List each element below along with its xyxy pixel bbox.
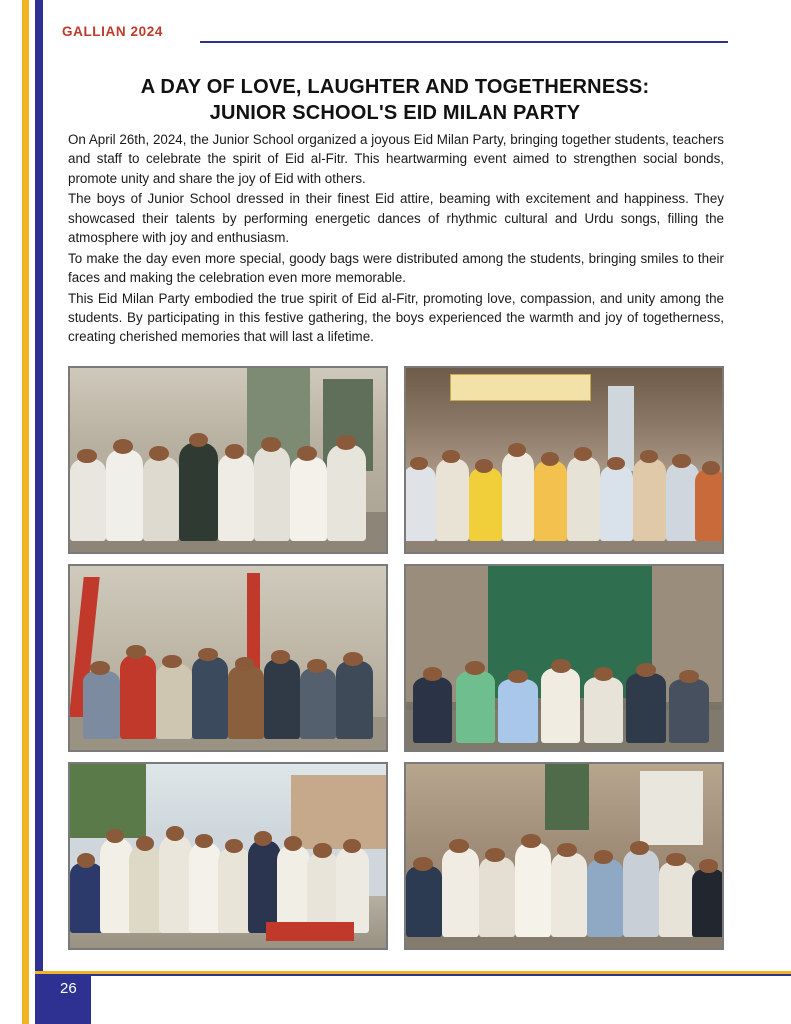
photo-gallery xyxy=(68,366,724,950)
photo-5 xyxy=(68,762,388,950)
photo-5-crowd xyxy=(70,812,386,933)
photo-1-crowd xyxy=(70,427,386,541)
paragraph-3: To make the day even more special, goody bags were distributed among the students, bringing smiles to their faces and making the celebration even more memorable. xyxy=(68,250,724,286)
photo-1 xyxy=(68,366,388,554)
photo-3 xyxy=(68,564,388,752)
footer-rule-navy xyxy=(35,974,791,976)
photo-5-red-marker xyxy=(266,922,354,940)
photo-5-image xyxy=(70,764,386,948)
photo-2-banner xyxy=(450,374,591,402)
photo-6 xyxy=(404,762,724,950)
photo-4-crowd xyxy=(406,640,722,743)
photo-2 xyxy=(404,366,724,554)
page-header xyxy=(62,24,728,50)
photo-4 xyxy=(404,564,724,752)
photo-3-crowd xyxy=(70,625,386,739)
photo-2-image xyxy=(406,368,722,552)
article-body xyxy=(68,130,724,348)
photo-6-image xyxy=(406,764,722,948)
photo-3-image xyxy=(70,566,386,750)
photo-6-door xyxy=(545,764,589,830)
page-number: 26 xyxy=(60,980,77,997)
running-head: GALLIAN 2024 xyxy=(62,24,163,39)
article-title-line-2: JUNIOR SCHOOL'S EID MILAN PARTY xyxy=(209,101,581,124)
photo-6-crowd xyxy=(406,823,722,937)
paragraph-2: The boys of Junior School dressed in their finest Eid attire, beaming with excitement and happiness. They showcased their talents by performing energetic dances of rhythmic cultural and Urdu songs, filling the atmosphere with joy and enthusiasm. xyxy=(68,191,724,246)
article-title-line-1: A DAY OF LOVE, LAUGHTER AND TOGETHERNESS: xyxy=(140,76,650,99)
paragraph-1: On April 26th, 2024, the Junior School organized a joyous Eid Milan Party, bringing together students, teachers and staff to celebrate the spirit of Eid al-Fitr. This heartwarming event aimed to strengthen social bonds, promote unity and share the joy of Eid with others. xyxy=(68,132,724,186)
page-title xyxy=(62,75,728,126)
photo-1-image xyxy=(70,368,386,552)
header-divider-rule xyxy=(200,41,728,43)
paragraph-4: This Eid Milan Party embodied the true spirit of Eid al-Fitr, promoting love, compassion, and unity among the students. By participating in this festive gathering, the boys experienced the warmth and joy of togetherness, creating cherished memories that will last a lifetime. xyxy=(68,290,724,345)
photo-4-image xyxy=(406,566,722,750)
photo-2-crowd xyxy=(406,427,722,541)
left-accent-bar-navy xyxy=(35,0,43,1024)
left-accent-bar-gold xyxy=(22,0,29,1024)
